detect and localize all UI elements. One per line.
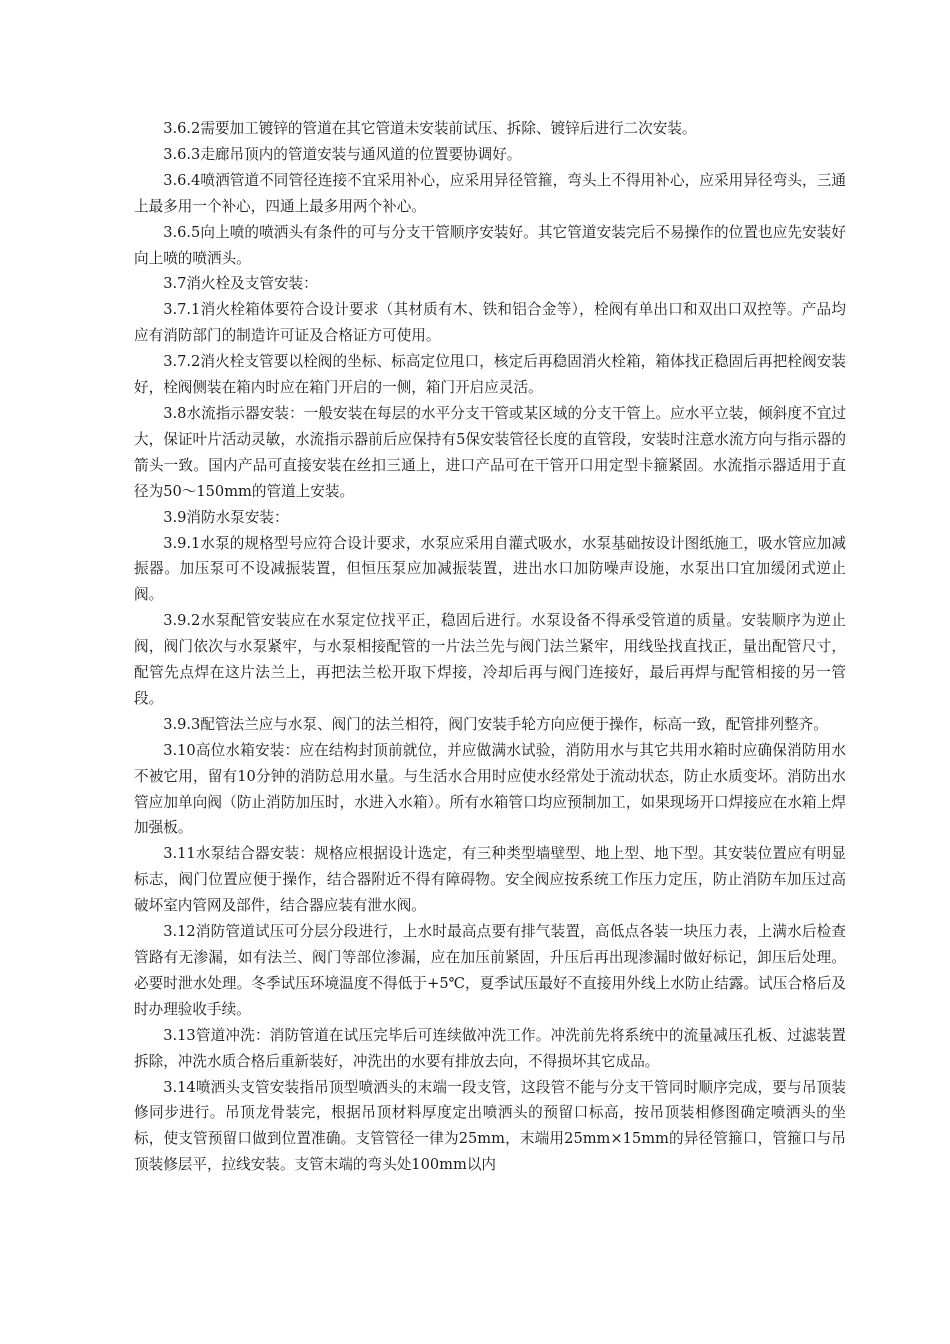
paragraph-3-6-3: 3.6.3走廊吊顶内的管道安装与通风道的位置要协调好。 [163,145,522,163]
paragraph-3-13: 3.13管道冲洗：消防管道在试压完毕后可连续做冲洗工作。冲洗前先将系统中的流量减压孔板、过滤装置拆除，冲洗水质合格后重新装好，冲洗出的水要有排放去向，不得损坏其它成品。 [134,1026,846,1070]
paragraph-3-14: 3.14喷洒头支管安装指吊顶型喷洒头的末端一段支管，这段管不能与分支干管同时顺序完成，要与吊顶装修同步进行。吊顶龙骨装完，根据吊顶材料厚度定出喷洒头的预留口标高，按吊顶装相修图确定喷洒头的坐标，使支管预留口做到位置准确。支管管径一律为25mm，末端用25mm×15mm的异径管箍口，管箍口与吊顶装修层平，拉线安装。支管末端的弯头处100mm以内 [134,1078,846,1174]
paragraph-3-6-2: 3.6.2需要加工镀锌的管道在其它管道未安装前试压、拆除、镀锌后进行二次安装。 [163,120,697,137]
document-body [134,116,846,1178]
paragraph-3-7-2: 3.7.2消火栓支管要以栓阀的坐标、标高定位甩口，核定后再稳固消火栓箱，箱体找正稳固后再把栓阀安装好，栓阀侧装在箱内时应在箱门开启的一侧，箱门开启应灵活。 [134,353,846,397]
paragraph-3-6-4: 3.6.4喷洒管道不同管径连接不宜采用补心，应采用异径管箍，弯头上不得用补心，应采用异径弯头，三通上最多用一个补心，四通上最多用两个补心。 [134,171,846,215]
paragraph-3-9-3: 3.9.3配管法兰应与水泵、阀门的法兰相符，阀门安装手轮方向应便于操作，标高一致，配管排列整齐。 [163,715,828,733]
paragraph-3-6-5: 3.6.5向上喷的喷洒头有条件的可与分支干管顺序安装好。其它管道安装完后不易操作的位置也应先安装好向上喷的喷洒头。 [134,223,846,267]
paragraph-3-8: 3.8水流指示器安装：一般安装在每层的水平分支干管或某区域的分支干管上。应水平立装，倾斜度不宜过大，保证叶片活动灵敏，水流指示器前后应保持有5保安装管径长度的直管段，安装时注意水流方向与指示器的箭头一致。国内产品可直接安装在丝扣三通上，进口产品可在干管开口用定型卡箍紧固。水流指示器适用于直径为50～150mm的管道上安装。 [134,404,846,500]
heading-3-9: 3.9消防水泵安装： [163,508,289,526]
paragraph-3-9-1: 3.9.1水泵的规格型号应符合设计要求，水泵应采用自灌式吸水，水泵基础按设计图纸施工，吸水管应加减振器。加压泵可不设减振装置，但恒压泵应加减振装置，进出水口加防噪声设施，水泵出口宜加缓闭式逆止阀。 [134,534,846,604]
paragraph-3-7-1: 3.7.1消火栓箱体要符合设计要求（其材质有木、铁和铝合金等），栓阀有单出口和双出口双控等。产品均应有消防部门的制造许可证及合格证方可使用。 [134,301,846,345]
paragraph-3-12: 3.12消防管道试压可分层分段进行，上水时最高点要有排气装置，高低点各装一块压力表，上满水后检查管路有无渗漏，如有法兰、阀门等部位渗漏，应在加压前紧固，升压后再出现渗漏时做好标记，卸压后处理。必要时泄水处理。冬季试压环境温度不得低于+5℃，夏季试压最好不直接用外线上水防止结露。试压合格后及时办理验收手续。 [134,923,846,1018]
paragraph-3-9-2: 3.9.2水泵配管安装应在水泵定位找平正，稳固后进行。水泵设备不得承受管道的质量。安装顺序为逆止阀，阀门依次与水泵紧牢，与水泵相接配管的一片法兰先与阀门法兰紧牢，用线坠找直找正，量出配管尺寸，配管先点焊在这片法兰上，再把法兰松开取下焊接，冷却后再与阀门连接好，最后再焊与配管相接的另一管段。 [134,612,846,707]
paragraph-3-11: 3.11水泵结合器安装：规格应根据设计选定，有三种类型墙壁型、地上型、地下型。其安装位置应有明显标志，阀门位置应便于操作，结合器附近不得有障碍物。安全阀应按系统工作压力定压，防止消防车加压过高破坏室内管网及部件，结合器应装有泄水阀。 [134,845,846,915]
heading-3-7: 3.7消火栓及支管安装： [163,275,318,293]
paragraph-3-10: 3.10高位水箱安装：应在结构封顶前就位，并应做满水试验，消防用水与其它共用水箱时应确保消防用水不被它用，留有10分钟的消防总用水量。与生活水合用时应使水经常处于流动状态，防止水质变坏。消防出水管应加单向阀（防止消防加压时，水进入水箱）。所有水箱管口均应预制加工，如果现场开口焊接应在水箱上焊加强板。 [134,741,846,837]
